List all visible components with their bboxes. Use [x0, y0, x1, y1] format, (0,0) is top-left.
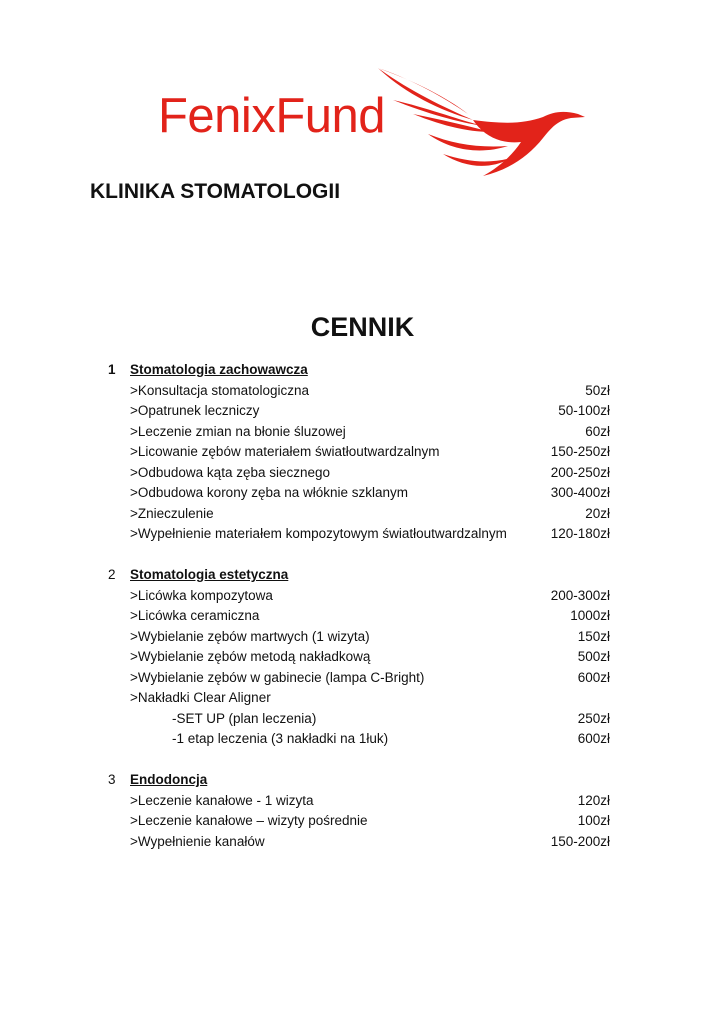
service-name: >Wybielanie zębów martwych (1 wizyta) — [130, 629, 370, 644]
service-price: 150-200zł — [550, 834, 610, 849]
price-row — [130, 813, 610, 833]
service-name: >Odbudowa korony zęba na włóknie szklanym — [130, 485, 409, 500]
service-price: 250zł — [577, 711, 610, 726]
service-price: 60zł — [585, 424, 610, 439]
logo-text: FenixFund — [158, 89, 386, 143]
service-price: 150-250zł — [550, 444, 610, 459]
fenixfund-logo — [158, 62, 588, 182]
section-title: Stomatologia zachowawcza — [130, 362, 308, 377]
service-price: 600zł — [577, 731, 610, 746]
section-title: Stomatologia estetyczna — [130, 567, 289, 582]
service-price: 1000zł — [570, 608, 610, 623]
service-price: 300-400zł — [550, 485, 610, 500]
price-row — [130, 526, 610, 546]
price-row — [130, 608, 610, 628]
section-number: 1 — [108, 362, 116, 377]
service-name: >Nakładki Clear Aligner — [130, 690, 271, 705]
service-price: 100zł — [577, 813, 610, 828]
service-price: 120-180zł — [550, 526, 610, 541]
service-price: 50zł — [585, 383, 610, 398]
price-row — [130, 444, 610, 464]
service-name: >Wypełnienie materiałem kompozytowym światłoutwardzalnym — [130, 526, 507, 541]
service-price: 600zł — [577, 670, 610, 685]
price-row — [130, 588, 610, 608]
price-row — [130, 465, 610, 485]
service-name: >Wypełnienie kanałów — [130, 834, 265, 849]
service-name: >Leczenie kanałowe – wizyty pośrednie — [130, 813, 368, 828]
price-row — [130, 424, 610, 444]
price-row — [130, 649, 610, 669]
price-row — [130, 506, 610, 526]
service-name: >Wybielanie zębów w gabinecie (lampa C-Bright) — [130, 670, 425, 685]
section-title: Endodoncja — [130, 772, 208, 787]
service-name: >Odbudowa kąta zęba siecznego — [130, 465, 331, 480]
service-price: 120zł — [577, 793, 610, 808]
price-row — [130, 834, 610, 854]
price-row — [130, 383, 610, 403]
section-number: 3 — [108, 772, 116, 787]
service-price: 50-100zł — [558, 403, 610, 418]
service-name: >Opatrunek leczniczy — [130, 403, 260, 418]
service-name: -1 etap leczenia (3 nakładki na 1łuk) — [172, 731, 389, 746]
clinic-title: KLINIKA STOMATOLOGII — [90, 180, 341, 203]
price-row — [130, 711, 610, 731]
price-row — [130, 403, 610, 423]
service-price: 500zł — [577, 649, 610, 664]
service-name: -SET UP (plan leczenia) — [172, 711, 317, 726]
price-row — [130, 485, 610, 505]
service-name: >Wybielanie zębów metodą nakładkową — [130, 649, 371, 664]
price-row — [130, 629, 610, 649]
service-name: >Licowanie zębów materiałem światłoutwardzalnym — [130, 444, 440, 459]
service-name: >Leczenie zmian na błonie śluzowej — [130, 424, 346, 439]
service-price: 150zł — [577, 629, 610, 644]
service-name: >Konsultacja stomatologiczna — [130, 383, 309, 398]
price-row — [130, 670, 610, 690]
price-row — [130, 690, 610, 710]
service-price: 200-300zł — [550, 588, 610, 603]
service-name: >Znieczulenie — [130, 506, 214, 521]
service-name: >Licówka ceramiczna — [130, 608, 260, 623]
section-number: 2 — [108, 567, 116, 582]
price-row — [130, 731, 610, 751]
service-price: 200-250zł — [550, 465, 610, 480]
phoenix-bird-icon — [373, 62, 588, 182]
price-row — [130, 793, 610, 813]
price-list-title: CENNIK — [310, 312, 415, 342]
service-name: >Licówka kompozytowa — [130, 588, 273, 603]
service-price: 20zł — [585, 506, 610, 521]
service-name: >Leczenie kanałowe - 1 wizyta — [130, 793, 314, 808]
